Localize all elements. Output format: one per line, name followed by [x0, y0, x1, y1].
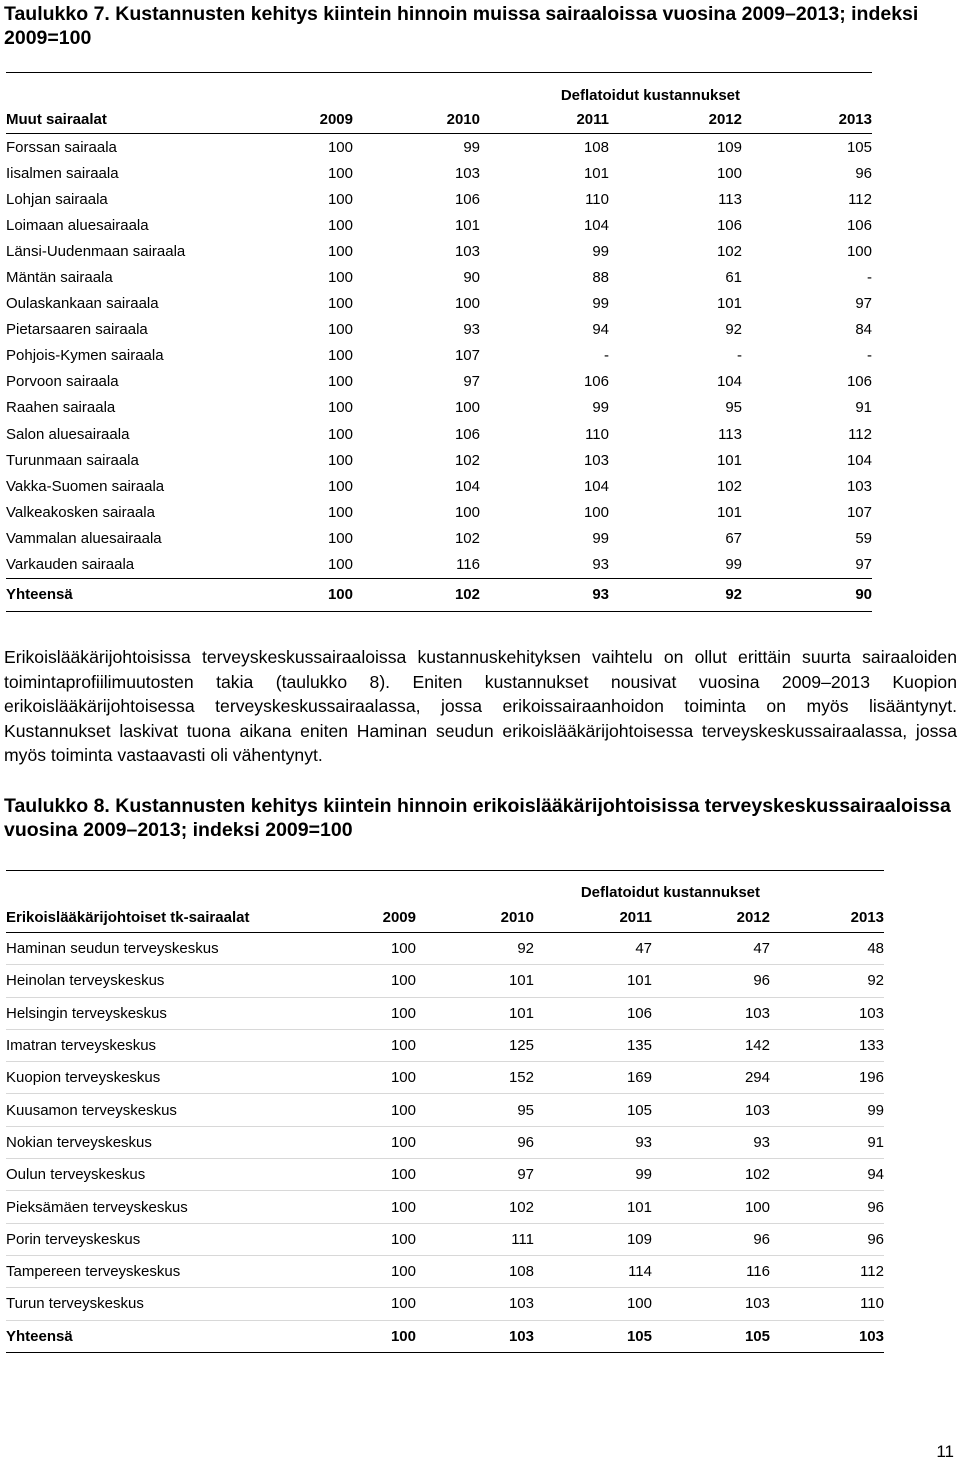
- value-cell: 100: [306, 1062, 416, 1094]
- row-label: Valkeakosken sairaala: [6, 503, 155, 521]
- value-cell: 100: [268, 578, 353, 611]
- row-label: Turun terveyskeskus: [6, 1288, 306, 1320]
- value-cell: 104: [583, 477, 609, 495]
- table-row: [6, 1191, 884, 1223]
- value-cell: 103: [454, 164, 480, 182]
- row-label: Länsi-Uudenmaan sairaala: [6, 242, 186, 260]
- value-cell: 106: [846, 373, 872, 391]
- value-cell: 92: [770, 965, 884, 997]
- value-cell: 97: [855, 295, 872, 313]
- value-cell: 96: [770, 1191, 884, 1223]
- value-cell: 135: [534, 1029, 652, 1061]
- value-cell: 133: [770, 1029, 884, 1061]
- value-cell: 100: [327, 373, 353, 391]
- value-cell: 101: [716, 451, 742, 469]
- row-label: Kuopion terveyskeskus: [6, 1062, 306, 1094]
- value-cell: 47: [534, 933, 652, 965]
- value-cell: 108: [416, 1255, 534, 1287]
- table7-group-header: Deflatoidut kustannukset: [560, 87, 740, 104]
- value-cell: 99: [725, 556, 742, 574]
- table7-group-header-row: [6, 73, 872, 107]
- value-cell: 100: [327, 529, 353, 547]
- body-paragraph: Erikoislääkärijohtoisissa terveyskeskussairaaloissa kustannuskehityksen vaihtelu on ollut erittäin suurta sairaaloiden toimintaprofiilimuutosten takia (taulukko 8). Eniten kustannukset nousivat vuosina 2009–2013 Kuopion erikoislääkärijohtoisessa terveyskeskussairaalassa, jossa erikoissairaanhoidon toiminta on myös lisääntynyt. Kustannukset laskivat tuona aikana eniten Haminan seudun erikoislääkärijohtoisessa terveyskeskussairaalassa, jossa myös toiminta vastaavasti oli vähentynyt.: [4, 647, 957, 765]
- value-cell: 102: [652, 1159, 770, 1191]
- value-cell: 100: [327, 216, 353, 234]
- value-cell: 100: [306, 1320, 416, 1352]
- value-cell: 112: [848, 425, 872, 443]
- table8-column-header-row: [6, 903, 884, 933]
- table-row: [6, 395, 872, 421]
- value-cell: 100: [454, 503, 480, 521]
- table7-caption: Kustannusten kehitys kiintein hinnoin muissa sairaaloissa vuosina 2009–2013; indeksi 2009=100: [4, 3, 919, 49]
- row-label: Helsingin terveyskeskus: [6, 997, 306, 1029]
- value-cell: 100: [327, 451, 353, 469]
- value-cell: 103: [454, 242, 480, 260]
- value-cell: 47: [652, 933, 770, 965]
- table8-label: Taulukko 8.: [4, 795, 110, 817]
- value-cell: 100: [327, 295, 353, 313]
- value-cell: -: [737, 347, 742, 365]
- value-cell: -: [604, 347, 609, 365]
- value-cell: 2012: [652, 903, 770, 933]
- row-label: Mäntän sairaala: [6, 269, 113, 287]
- row-label: Muut sairaalat: [6, 106, 268, 134]
- row-label: Heinolan terveyskeskus: [6, 965, 306, 997]
- value-cell: 105: [846, 138, 872, 156]
- value-cell: 90: [463, 269, 480, 287]
- value-cell: 104: [454, 477, 480, 495]
- value-cell: 100: [306, 1029, 416, 1061]
- value-cell: 99: [770, 1094, 884, 1126]
- value-cell: 100: [716, 164, 742, 182]
- row-label: Iisalmen sairaala: [6, 164, 119, 182]
- value-cell: 101: [416, 997, 534, 1029]
- page-number: 11: [936, 1442, 954, 1461]
- row-label: Pietarsaaren sairaala: [6, 321, 148, 339]
- value-cell: 100: [306, 1191, 416, 1223]
- value-cell: 110: [585, 190, 609, 208]
- table-row: [6, 317, 872, 343]
- value-cell: 100: [327, 477, 353, 495]
- value-cell: 94: [592, 321, 609, 339]
- value-cell: 84: [855, 321, 872, 339]
- value-cell: 103: [770, 1320, 884, 1352]
- value-cell: 99: [592, 529, 609, 547]
- table-row: [6, 421, 872, 447]
- value-cell: 99: [592, 295, 609, 313]
- value-cell: 105: [534, 1320, 652, 1352]
- value-cell: 103: [416, 1288, 534, 1320]
- table-row: [6, 447, 872, 473]
- value-cell: 116: [456, 556, 480, 574]
- value-cell: 116: [652, 1255, 770, 1287]
- value-cell: 103: [583, 451, 609, 469]
- value-cell: 142: [652, 1029, 770, 1061]
- value-cell: 101: [534, 1191, 652, 1223]
- value-cell: 100: [306, 997, 416, 1029]
- table-row: [6, 238, 872, 264]
- value-cell: 106: [846, 216, 872, 234]
- value-cell: -: [867, 347, 872, 365]
- value-cell: 2012: [609, 106, 742, 134]
- table-row: [6, 965, 884, 997]
- value-cell: 113: [718, 425, 742, 443]
- table-row: [6, 264, 872, 290]
- value-cell: 96: [855, 164, 872, 182]
- value-cell: 109: [534, 1223, 652, 1255]
- value-cell: 100: [327, 190, 353, 208]
- value-cell: 101: [416, 965, 534, 997]
- table-row: [6, 552, 872, 579]
- value-cell: 105: [652, 1320, 770, 1352]
- row-label: Oulaskankaan sairaala: [6, 295, 159, 313]
- value-cell: 100: [846, 242, 872, 260]
- value-cell: 100: [327, 347, 353, 365]
- value-cell: 90: [742, 578, 872, 611]
- value-cell: 100: [327, 138, 353, 156]
- table-row: [6, 1223, 884, 1255]
- value-cell: 2009: [306, 903, 416, 933]
- value-cell: 92: [416, 933, 534, 965]
- table-row: [6, 212, 872, 238]
- table-row: [6, 933, 884, 965]
- row-label: Nokian terveyskeskus: [6, 1126, 306, 1158]
- value-cell: 113: [718, 190, 742, 208]
- value-cell: 100: [306, 1126, 416, 1158]
- table-row: [6, 473, 872, 499]
- value-cell: 106: [716, 216, 742, 234]
- value-cell: 103: [770, 997, 884, 1029]
- table-row: [6, 525, 872, 551]
- table7: [6, 72, 872, 612]
- row-label: Loimaan aluesairaala: [6, 216, 149, 234]
- table-row: [6, 1255, 884, 1287]
- value-cell: 96: [652, 965, 770, 997]
- value-cell: 97: [416, 1159, 534, 1191]
- value-cell: 100: [327, 321, 353, 339]
- table-row: [6, 1062, 884, 1094]
- value-cell: 110: [770, 1288, 884, 1320]
- value-cell: -: [867, 269, 872, 287]
- row-label: Haminan seudun terveyskeskus: [6, 933, 306, 965]
- row-label: Oulun terveyskeskus: [6, 1159, 306, 1191]
- row-label: Raahen sairaala: [6, 399, 116, 417]
- table8-caption: Kustannusten kehitys kiintein hinnoin erikoislääkärijohtoisissa terveyskeskussairaaloissa vuosina 2009–2013; indeksi 2009=100: [4, 795, 951, 841]
- table-row: [6, 1029, 884, 1061]
- value-cell: 2013: [742, 106, 872, 134]
- value-cell: 102: [416, 1191, 534, 1223]
- value-cell: 102: [716, 242, 742, 260]
- value-cell: 88: [592, 269, 609, 287]
- value-cell: 100: [327, 556, 353, 574]
- value-cell: 101: [716, 295, 742, 313]
- value-cell: 112: [848, 190, 872, 208]
- value-cell: 94: [770, 1159, 884, 1191]
- value-cell: 104: [716, 373, 742, 391]
- value-cell: 99: [534, 1159, 652, 1191]
- value-cell: 96: [652, 1223, 770, 1255]
- row-label: Yhteensä: [6, 578, 268, 611]
- row-label: Vammalan aluesairaala: [6, 529, 162, 547]
- value-cell: 100: [327, 269, 353, 287]
- value-cell: 103: [652, 1288, 770, 1320]
- row-label: Yhteensä: [6, 1320, 306, 1352]
- value-cell: 100: [454, 295, 480, 313]
- value-cell: 101: [454, 216, 480, 234]
- table8-total-row: [6, 1320, 884, 1352]
- value-cell: 93: [534, 1126, 652, 1158]
- table7-title: [4, 2, 954, 50]
- value-cell: 100: [306, 1255, 416, 1287]
- value-cell: 100: [327, 164, 353, 182]
- row-label: Porin terveyskeskus: [6, 1223, 306, 1255]
- value-cell: 103: [652, 997, 770, 1029]
- row-label: Salon aluesairaala: [6, 425, 130, 443]
- table8: [6, 870, 884, 1353]
- value-cell: 100: [306, 1288, 416, 1320]
- value-cell: 104: [583, 216, 609, 234]
- value-cell: 100: [306, 1223, 416, 1255]
- value-cell: 100: [306, 1094, 416, 1126]
- value-cell: 67: [725, 529, 742, 547]
- table-row: [6, 160, 872, 186]
- table7-column-header-row: [6, 106, 872, 134]
- value-cell: 101: [583, 164, 609, 182]
- table-row: [6, 499, 872, 525]
- row-label: Forssan sairaala: [6, 138, 117, 156]
- value-cell: 102: [454, 451, 480, 469]
- value-cell: 100: [534, 1288, 652, 1320]
- value-cell: 2011: [534, 903, 652, 933]
- value-cell: 95: [416, 1094, 534, 1126]
- value-cell: 100: [306, 1159, 416, 1191]
- value-cell: 103: [846, 477, 872, 495]
- table-row: [6, 1159, 884, 1191]
- value-cell: 100: [583, 503, 609, 521]
- value-cell: 106: [454, 190, 480, 208]
- value-cell: 294: [652, 1062, 770, 1094]
- value-cell: 101: [716, 503, 742, 521]
- value-cell: 105: [534, 1094, 652, 1126]
- value-cell: 93: [592, 556, 609, 574]
- value-cell: 100: [306, 933, 416, 965]
- value-cell: 100: [652, 1191, 770, 1223]
- value-cell: 169: [534, 1062, 652, 1094]
- table8-title: [4, 794, 954, 842]
- value-cell: 103: [652, 1094, 770, 1126]
- value-cell: 92: [725, 321, 742, 339]
- value-cell: 96: [416, 1126, 534, 1158]
- value-cell: 100: [327, 399, 353, 417]
- value-cell: 100: [327, 503, 353, 521]
- value-cell: 108: [583, 138, 609, 156]
- row-label: Lohjan sairaala: [6, 190, 108, 208]
- value-cell: 92: [609, 578, 742, 611]
- value-cell: 152: [416, 1062, 534, 1094]
- table-row: [6, 369, 872, 395]
- row-label: Varkauden sairaala: [6, 556, 135, 574]
- value-cell: 196: [770, 1062, 884, 1094]
- value-cell: 110: [585, 425, 609, 443]
- value-cell: 91: [855, 399, 872, 417]
- value-cell: 99: [463, 138, 480, 156]
- value-cell: 106: [534, 997, 652, 1029]
- table-row: [6, 343, 872, 369]
- value-cell: 99: [592, 399, 609, 417]
- value-cell: 111: [416, 1223, 534, 1255]
- value-cell: 100: [327, 242, 353, 260]
- value-cell: 109: [716, 138, 742, 156]
- row-label: Vakka-Suomen sairaala: [6, 477, 165, 495]
- row-label: Turunmaan sairaala: [6, 451, 139, 469]
- value-cell: 91: [770, 1126, 884, 1158]
- row-label: Tampereen terveyskeskus: [6, 1255, 306, 1287]
- value-cell: 99: [592, 242, 609, 260]
- value-cell: 114: [534, 1255, 652, 1287]
- table8-group-header-row: [6, 871, 884, 904]
- value-cell: 61: [725, 269, 742, 287]
- value-cell: 106: [454, 425, 480, 443]
- value-cell: 112: [770, 1255, 884, 1287]
- value-cell: 100: [306, 965, 416, 997]
- table7-total-row: [6, 578, 872, 611]
- value-cell: 2011: [480, 106, 609, 134]
- value-cell: 125: [416, 1029, 534, 1061]
- value-cell: 2013: [770, 903, 884, 933]
- table-row: [6, 1094, 884, 1126]
- table-row: [6, 186, 872, 212]
- value-cell: 107: [454, 347, 480, 365]
- value-cell: 102: [716, 477, 742, 495]
- table8-group-header: Deflatoidut kustannukset: [580, 884, 760, 901]
- value-cell: 93: [480, 578, 609, 611]
- value-cell: 97: [855, 556, 872, 574]
- table-row: [6, 1126, 884, 1158]
- row-label: Pohjois-Kymen sairaala: [6, 347, 164, 365]
- value-cell: 2010: [353, 106, 480, 134]
- value-cell: 100: [454, 399, 480, 417]
- table-row: [6, 291, 872, 317]
- value-cell: 102: [353, 578, 480, 611]
- value-cell: 48: [770, 933, 884, 965]
- table7-label: Taulukko 7.: [4, 3, 110, 25]
- value-cell: 102: [454, 529, 480, 547]
- row-label: Pieksämäen terveyskeskus: [6, 1191, 306, 1223]
- value-cell: 93: [652, 1126, 770, 1158]
- value-cell: 104: [846, 451, 872, 469]
- value-cell: 2010: [416, 903, 534, 933]
- row-label: Erikoislääkärijohtoiset tk-sairaalat: [6, 903, 306, 933]
- value-cell: 100: [327, 425, 353, 443]
- row-label: Porvoon sairaala: [6, 373, 119, 391]
- table-row: [6, 997, 884, 1029]
- value-cell: 107: [846, 503, 872, 521]
- value-cell: 106: [583, 373, 609, 391]
- value-cell: 93: [463, 321, 480, 339]
- value-cell: 2009: [268, 106, 353, 134]
- table-row: [6, 134, 872, 161]
- value-cell: 103: [416, 1320, 534, 1352]
- row-label: Imatran terveyskeskus: [6, 1029, 306, 1061]
- value-cell: 101: [534, 965, 652, 997]
- table-row: [6, 1288, 884, 1320]
- row-label: Kuusamon terveyskeskus: [6, 1094, 306, 1126]
- value-cell: 59: [855, 529, 872, 547]
- value-cell: 95: [725, 399, 742, 417]
- value-cell: 97: [463, 373, 480, 391]
- value-cell: 96: [770, 1223, 884, 1255]
